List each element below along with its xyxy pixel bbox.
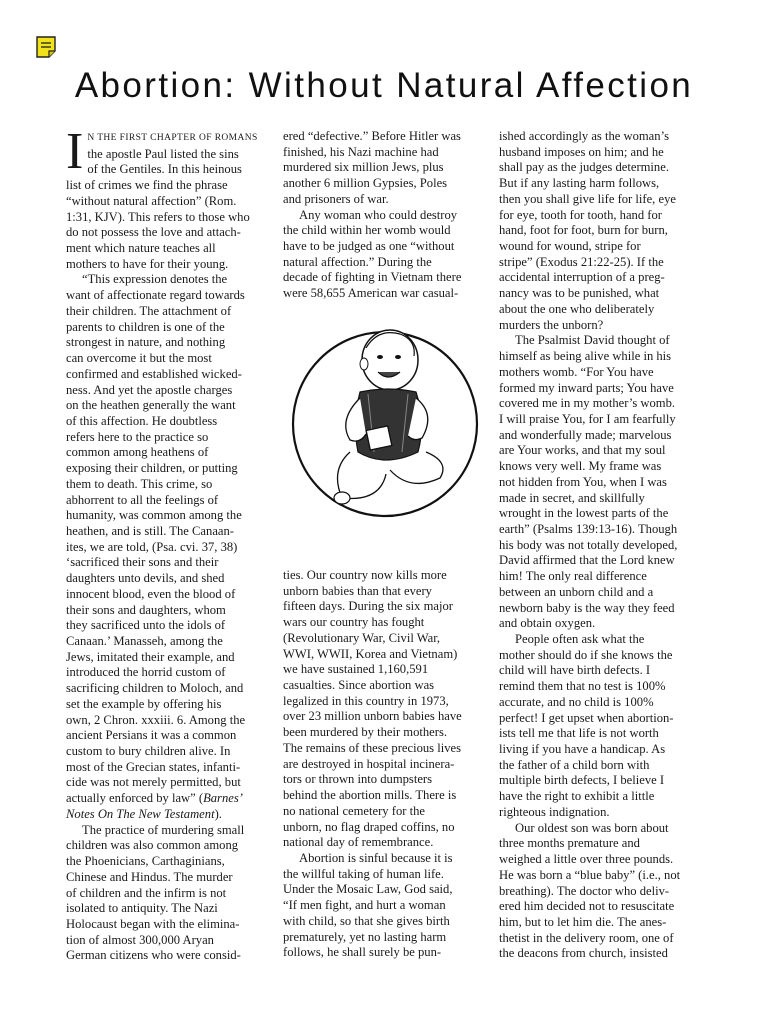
text-line: stripe” (Exodus 21:22-25). If the xyxy=(499,254,664,269)
text-line: over 23 million unborn babies have xyxy=(283,709,462,724)
text-line: are Your works, and that my soul xyxy=(499,443,666,458)
text-line: their children. The attachment of xyxy=(66,303,232,318)
text-line: formed my inward parts; You have xyxy=(499,380,674,395)
text-line: living if you have a handicap. As xyxy=(499,742,666,757)
text-line: breathing). The doctor who deliv- xyxy=(499,883,670,898)
text-line: have to be judged as one “without xyxy=(283,239,455,254)
text-line: “This expression denotes the xyxy=(82,272,228,287)
text-line: behind the abortion mills. There is xyxy=(283,788,457,803)
text-line: ‘sacrificed their sons and their xyxy=(66,555,219,570)
text-line: sacrificing children to Moloch, and xyxy=(66,681,244,696)
text-line: the deacons from church, insisted xyxy=(499,946,668,961)
text-line: Chinese and Hindus. The murder xyxy=(66,869,233,884)
text-line: fifteen days. During the six major xyxy=(283,599,453,614)
text-line: I will praise You, for I am fearfully xyxy=(499,411,676,426)
text-line: newborn baby is the way they feed xyxy=(499,600,675,615)
text-line: righteous indignation. xyxy=(499,804,610,819)
text-line: 1:31, KJV). This refers to those who xyxy=(66,209,250,224)
text-line: for eye, tooth for tooth, hand for xyxy=(499,207,662,222)
text-line: multiple birth defects, I believe I xyxy=(499,773,665,788)
text-line: most of the Grecian states, infanti- xyxy=(66,759,241,774)
text-line: and wonderfully made; marvelous xyxy=(499,427,672,442)
text-line: set the example by offering his xyxy=(66,696,222,711)
text-line: and obtain oxygen. xyxy=(499,616,596,631)
text-line: ered him decided not to resuscitate xyxy=(499,899,675,914)
text-line: N THE FIRST CHAPTER OF ROMANS xyxy=(87,133,258,143)
baby-illustration xyxy=(290,302,480,542)
text-line: Canaan.’ Manasseh, among the xyxy=(66,634,223,648)
text-line: remind them that no test is 100% xyxy=(499,679,666,694)
drop-cap: I xyxy=(66,123,84,180)
text-line: finished, his Nazi machine had xyxy=(283,144,439,159)
text-line: of the Gentiles. In this heinous xyxy=(87,162,242,177)
text-line: The Psalmist David thought of xyxy=(515,333,670,348)
text-line: knows very well. My frame was xyxy=(499,459,662,474)
text-line: introduced the horrid custom of xyxy=(66,665,226,680)
text-line: mother should do if she knows the xyxy=(499,647,673,662)
text-line: actually enforced by law” (Barnes’ xyxy=(66,791,243,806)
text-line: murders the unborn? xyxy=(499,317,604,332)
text-line: The practice of murdering small xyxy=(82,822,245,837)
text-line: them to death. This crime, so xyxy=(66,476,213,491)
text-line: decade of fighting in Vietnam there xyxy=(283,270,462,285)
column-1-lines-continued xyxy=(66,823,270,964)
text-line: daughters unto devils, and shed xyxy=(66,571,225,586)
text-line: of this affection. He doubtless xyxy=(66,413,218,428)
text-line: weighed a little over three pounds. xyxy=(499,852,674,867)
text-line: innocent blood, even the blood of xyxy=(66,586,236,601)
text-line: were 58,655 American war casual- xyxy=(283,286,459,301)
text-line: national day of remembrance. xyxy=(283,835,434,850)
text-line: ties. Our country now kills more xyxy=(283,568,447,582)
text-line: refers here to the practice so xyxy=(66,429,209,444)
text-line: wrought in the lowest parts of the xyxy=(499,506,669,521)
text-line: their sons and daughters, whom xyxy=(66,602,226,617)
text-line: cide was not merely permitted, but xyxy=(66,775,241,790)
text-line: child will have birth defects. I xyxy=(499,663,651,678)
text-line: Our oldest son was born about xyxy=(515,820,669,835)
text-line: can overcome it but the most xyxy=(66,351,212,366)
text-line: of children and the infirm is not xyxy=(66,885,227,900)
text-line: the father of a child born with xyxy=(499,757,650,772)
text-line: ists tell me that life is not worth xyxy=(499,726,659,741)
text-line: ered “defective.” Before Hitler was xyxy=(283,129,461,143)
text-line: him! The only real difference xyxy=(499,569,647,584)
text-line: earth” (Psalms 139:13-16). Though xyxy=(499,521,678,536)
text-line: follows, he shall surely be pun- xyxy=(283,945,442,960)
text-line: the willful taking of human life. xyxy=(283,866,444,881)
column-2-bottom xyxy=(283,568,483,961)
text-line: parents to children is one of the xyxy=(66,319,225,334)
text-line: been murdered by their mothers. xyxy=(283,725,448,740)
text-line: list of crimes we find the phrase xyxy=(66,178,228,193)
text-line: Abortion is sinful because it is xyxy=(299,850,453,865)
text-line: unborn, no flag draped coffins, no xyxy=(283,819,455,834)
text-line: mothers womb. “For You have xyxy=(499,364,654,379)
text-line: have the right to exhibit a little xyxy=(499,789,655,804)
text-line: isolated to antiquity. The Nazi xyxy=(66,901,218,916)
text-line: the Phoenicians, Carthaginians, xyxy=(66,854,225,869)
text-line: his body was not totally developed, xyxy=(499,537,678,552)
text-line: hand, foot for foot, burn for burn, xyxy=(499,223,668,238)
column-3 xyxy=(499,129,721,962)
text-line: made in secret, and skillfully xyxy=(499,490,645,505)
text-line: accidental interruption of a preg- xyxy=(499,270,665,285)
text-line: between an unborn child and a xyxy=(499,584,654,599)
text-line: him, but to let him die. The anes- xyxy=(499,914,667,929)
text-line: abhorrent to all the feelings of xyxy=(66,492,219,507)
text-line: strongest in nature, and nothing xyxy=(66,335,226,350)
text-line: WWI, WWII, Korea and Vietnam) xyxy=(283,646,458,661)
text-line: about the one who deliberately xyxy=(499,301,655,316)
text-line: David affirmed that the Lord knew xyxy=(499,553,675,568)
text-line: they sacrificed unto the idols of xyxy=(66,618,226,633)
text-line: the child within her womb would xyxy=(283,223,451,238)
text-line: with child, so that she gives birth xyxy=(283,913,450,928)
text-line: humanity, was common among the xyxy=(66,508,242,523)
text-line: Under the Mosaic Law, God said, xyxy=(283,882,453,897)
sticky-note-icon[interactable] xyxy=(36,36,56,58)
text-line: then you shall give life for life, eye xyxy=(499,191,676,206)
text-line: accurate, and no child is 100% xyxy=(499,694,654,709)
text-line: another 6 million Gypsies, Poles xyxy=(283,176,448,191)
text-line: confirmed and established wicked- xyxy=(66,366,242,381)
text-line: ished accordingly as the woman’s xyxy=(499,129,669,143)
text-line: Any woman who could destroy xyxy=(299,207,458,222)
text-line: ness. And yet the apostle charges xyxy=(66,382,233,397)
text-line: German citizens who were consid- xyxy=(66,948,241,963)
text-line: mothers to have for their young. xyxy=(66,256,229,271)
text-line: himself as being alive while in his xyxy=(499,349,672,364)
text-line: three months premature and xyxy=(499,836,640,851)
text-line: (Revolutionary War, Civil War, xyxy=(283,630,441,645)
text-line: thetist in the delivery room, one of xyxy=(499,930,674,945)
text-line: Notes On The New Testament). xyxy=(66,806,222,821)
text-line: casualties. Since abortion was xyxy=(283,678,435,693)
text-line: ites, we are told, (Psa. cvi. 37, 38) xyxy=(66,539,238,554)
text-line: are destroyed in hospital incinera- xyxy=(283,756,455,771)
text-line: common among heathens of xyxy=(66,445,209,460)
text-line: tion of almost 300,000 Aryan xyxy=(66,932,214,947)
text-line: He was born a “blue baby” (i.e., not xyxy=(499,867,681,882)
text-line: custom to bury children alive. In xyxy=(66,744,231,759)
text-line: ancient Persians it was a common xyxy=(66,728,237,743)
text-line: and prisoners of war. xyxy=(283,191,389,206)
text-line: perfect! I get upset when abortion- xyxy=(499,710,674,725)
text-line: own, 2 Chron. xxxiii. 6. Among the xyxy=(66,712,246,727)
text-line: shall pay as the judges determine. xyxy=(499,160,669,175)
text-line: unborn babies than that every xyxy=(283,583,432,598)
text-line: nancy was to be punished, what xyxy=(499,286,660,301)
text-line: heathen, and is still. The Canaan- xyxy=(66,523,234,538)
text-line: ment which nature teaches all xyxy=(66,241,216,256)
column-1 xyxy=(66,123,270,964)
text-line: “If men fight, and hurt a woman xyxy=(283,898,446,913)
article-title: Abortion: Without Natural Affection xyxy=(74,66,694,105)
text-line: tors or thrown into dumpsters xyxy=(283,772,433,787)
text-line: no national cemetery for the xyxy=(283,803,425,818)
text-line: prematurely, yet no lasting harm xyxy=(283,929,447,944)
text-line: Jews, imitated their example, and xyxy=(66,649,235,664)
text-line: Holocaust began with the elimina- xyxy=(66,916,240,931)
text-line: “without natural affection” (Rom. xyxy=(66,193,237,208)
text-line: we have sustained 1,160,591 xyxy=(283,662,429,677)
text-line: murdered six million Jews, plus xyxy=(283,160,444,175)
column-2-top xyxy=(283,129,483,302)
text-line: exposing their children, or putting xyxy=(66,461,238,476)
text-line: wars our country has fought xyxy=(283,615,425,630)
text-line: legalized in this country in 1973, xyxy=(283,693,449,708)
column-1-lines xyxy=(66,147,270,823)
text-line: covered me in my mother’s womb. xyxy=(499,396,676,411)
text-line: children was also common among xyxy=(66,838,239,853)
text-line: natural affection.” During the xyxy=(283,254,432,269)
text-line: wound for wound, stripe for xyxy=(499,239,641,254)
text-line: husband imposes on him; and he xyxy=(499,144,664,159)
text-line: the apostle Paul listed the sins xyxy=(87,146,239,161)
text-line: People often ask what the xyxy=(515,632,645,646)
text-line: want of affectionate regard towards xyxy=(66,288,245,303)
text-line: on the heathen generally the want xyxy=(66,398,236,413)
text-line: The remains of these precious lives xyxy=(283,740,462,755)
text-line: not hidden from You, when I was xyxy=(499,474,667,489)
text-line: But if any lasting harm follows, xyxy=(499,176,660,191)
text-line: do not possess the love and attach- xyxy=(66,225,241,240)
